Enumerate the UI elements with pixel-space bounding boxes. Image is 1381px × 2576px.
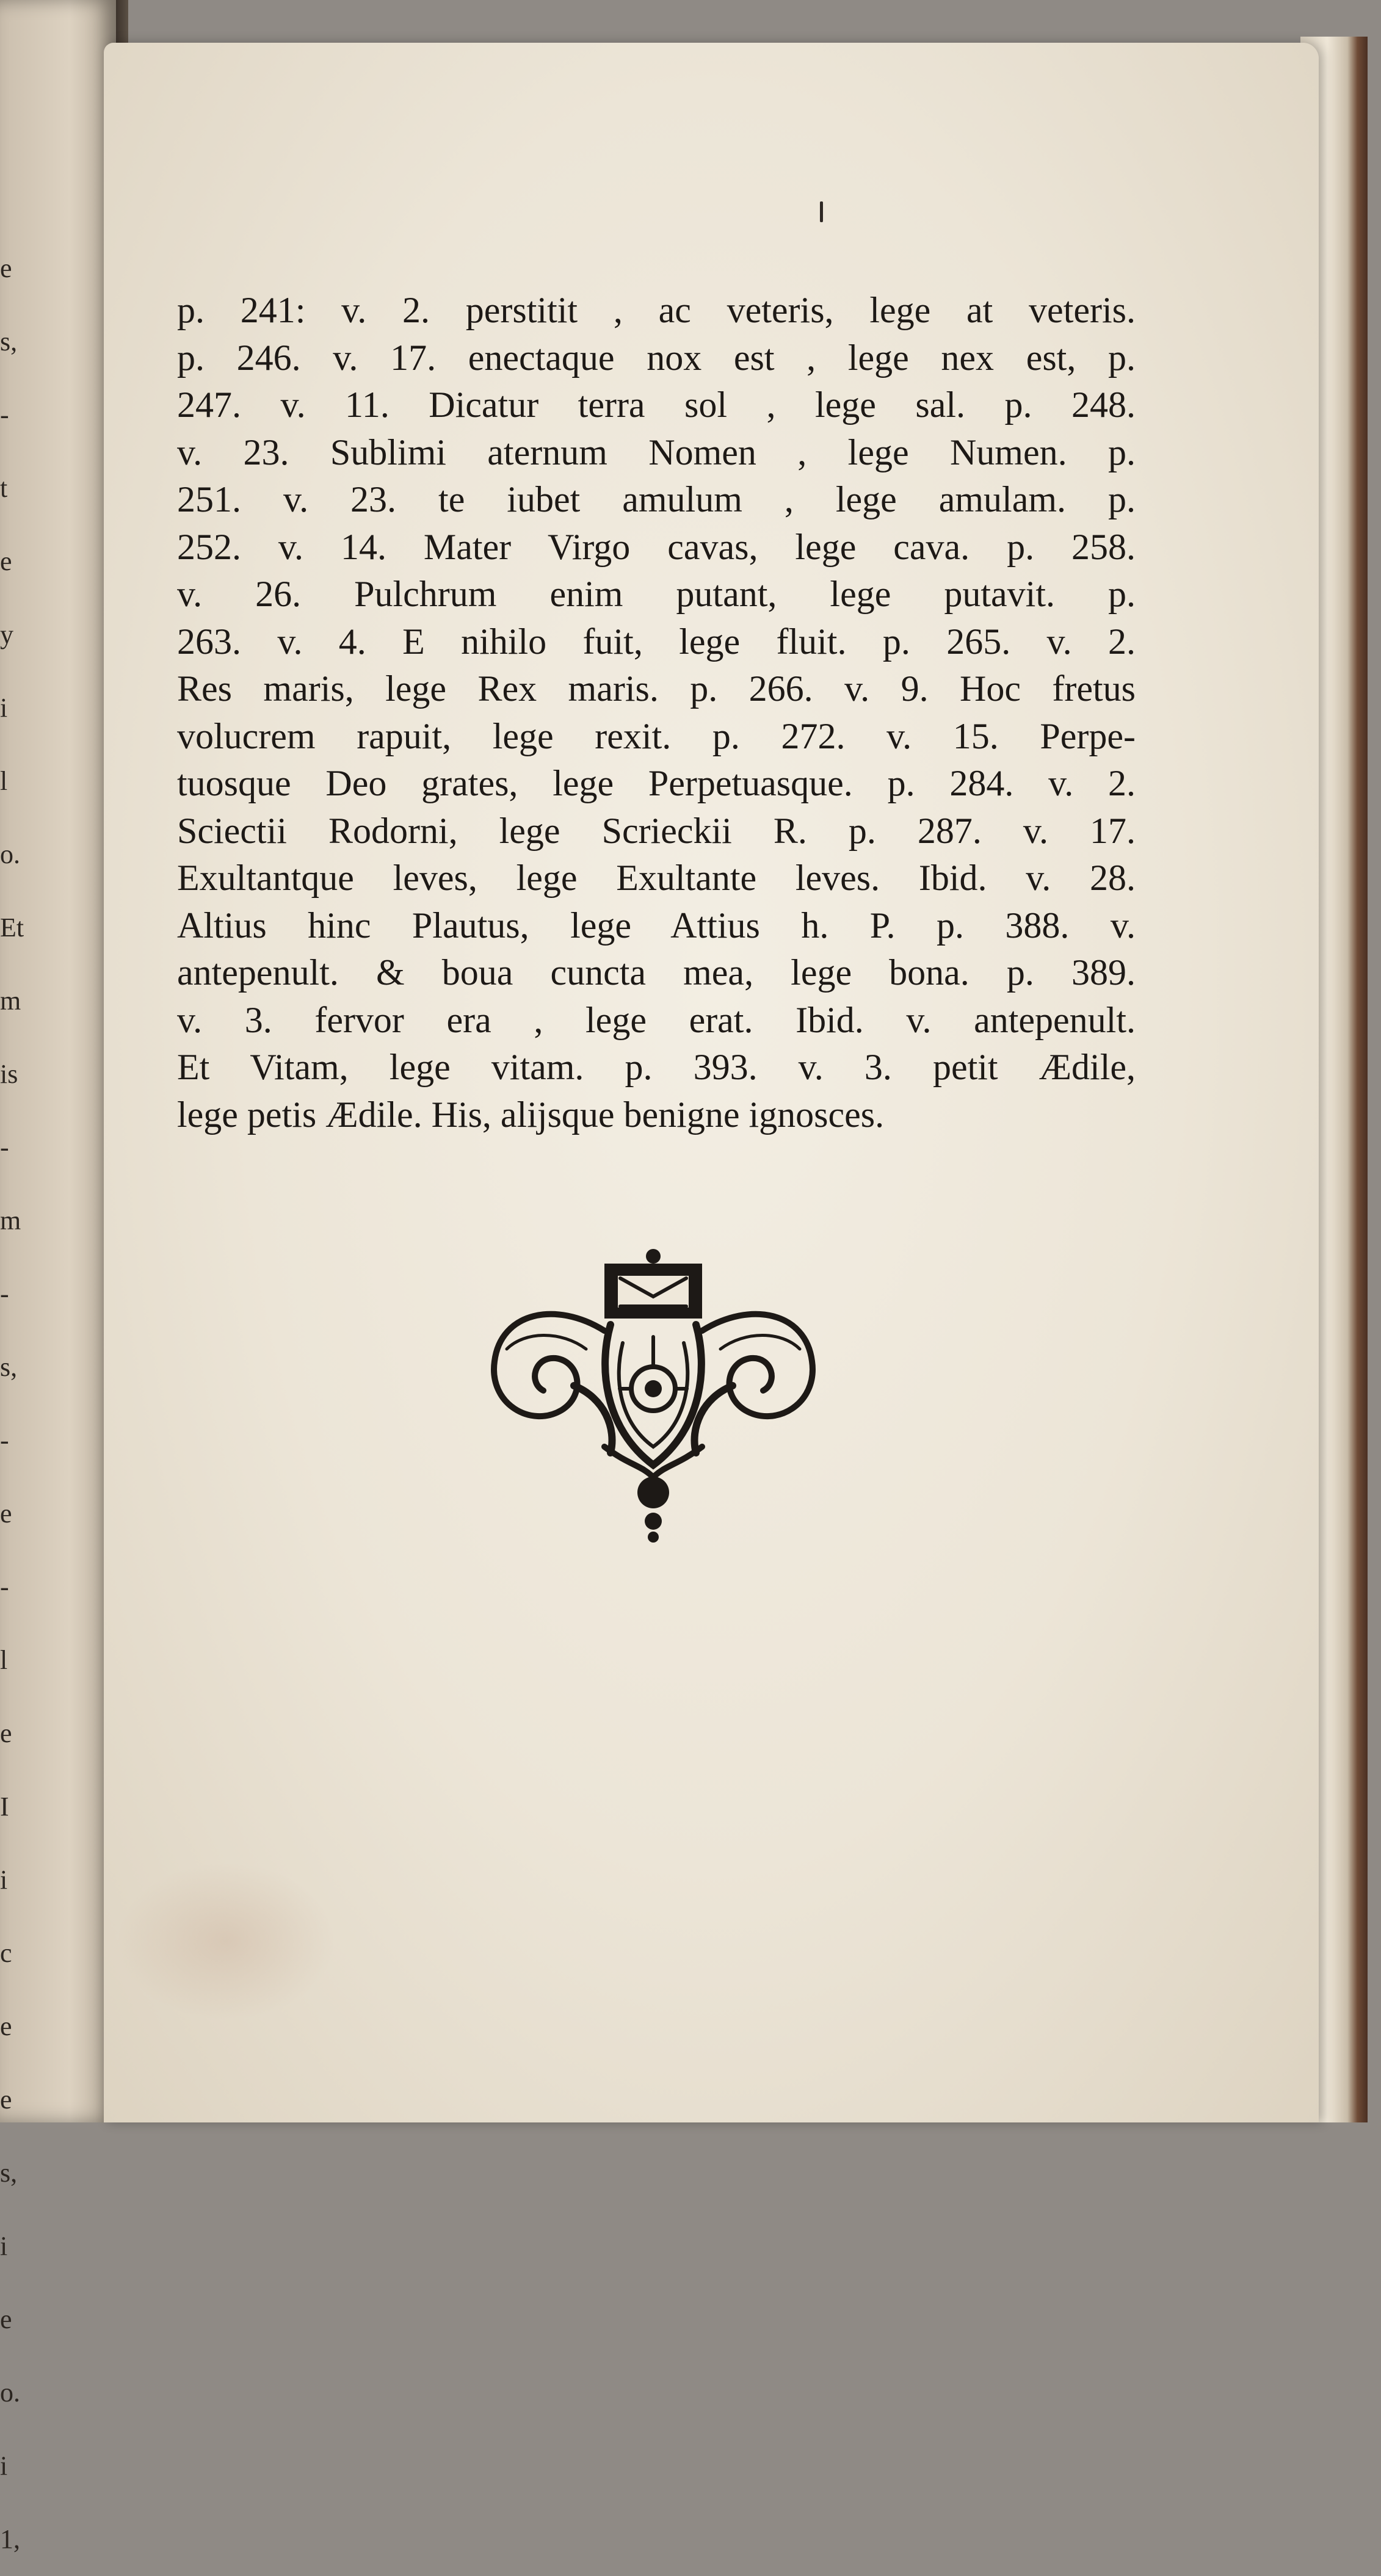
left-margin-text [0,232,24,2576]
signature-mark [820,201,823,222]
left-margin-glyph: e [0,1718,12,1748]
foxing-stain [116,1862,336,2021]
errata-line: 263. v. 4. E nihilo fuit, lege fluit. p. 265. v. 2. [177,621,1136,662]
left-margin-glyph: l [0,1645,8,1675]
left-margin-glyph: - [0,1279,9,1309]
errata-line: p. 241: v. 2. perstitit , ac veteris, lege at veteris. [177,290,1136,330]
errata-line: v. 23. Sublimi aternum Nomen , lege Numen. p. [177,432,1136,472]
left-margin-glyph: m [0,986,21,1016]
errata-line: v. 3. fervor era , lege erat. Ibid. v. antepenult. [177,999,1136,1040]
left-margin-glyph: i [0,1865,8,1895]
left-margin-glyph: i [0,693,8,723]
left-margin-glyph: I [0,1792,9,1822]
left-margin-glyph: e [0,546,12,576]
errata-line: Exultantque leves, lege Exultante leves. Ibid. v. 28. [177,858,1136,898]
left-margin-glyph: o. [0,2378,20,2408]
left-margin-glyph: s, [0,2158,18,2188]
left-margin-glyph: Et [0,913,24,942]
left-margin-glyph: - [0,400,9,430]
left-margin-glyph: s, [0,327,18,356]
left-margin-glyph: c [0,1938,12,1968]
left-page-edge [0,0,116,2554]
left-margin-glyph: i [0,2451,8,2481]
printers-ornament-icon [482,1245,824,1550]
errata-line: Et Vitam, lege vitam. p. 393. v. 3. petit Ædile, [177,1047,1136,1087]
left-margin-glyph: o. [0,839,20,869]
errata-line: 247. v. 11. Dicatur terra sol , lege sal. p. 248. [177,385,1136,425]
left-margin-glyph: e [0,2304,12,2334]
left-margin-glyph: e [0,2011,12,2041]
left-margin-glyph: e [0,2085,12,2115]
left-margin-glyph: m [0,1206,21,1236]
errata-line: volucrem rapuit, lege rexit. p. 272. v. 15. Perpe- [177,715,1136,756]
left-margin-glyph: y [0,620,13,649]
left-margin-glyph: - [0,1572,9,1602]
errata-line: p. 246. v. 17. enectaque nox est , lege nex est, p. [177,337,1136,378]
errata-text [177,287,1136,1138]
errata-line: Sciectii Rodorni, lege Scrieckii R. p. 287. v. 17. [177,810,1136,851]
left-margin-glyph: s, [0,1352,18,1382]
left-margin-glyph: t [0,473,8,503]
left-margin-glyph: - [0,1132,9,1162]
errata-line: lege petis Ædile. His, alijsque benigne ignosces. [177,1094,885,1135]
left-margin-glyph: - [0,1425,9,1455]
left-margin-glyph: l [0,766,8,796]
left-margin-glyph: e [0,1499,12,1529]
left-margin-glyph: is [0,1059,18,1089]
errata-line: 252. v. 14. Mater Virgo cavas, lege cava. p. 258. [177,526,1136,567]
errata-line: 251. v. 23. te iubet amulum , lege amulam. p. [177,479,1136,519]
errata-line: v. 26. Pulchrum enim putant, lege putavit. p. [177,574,1136,614]
errata-line: antepenult. & boua cuncta mea, lege bona. p. 389. [177,952,1136,993]
errata-line: tuosque Deo grates, lege Perpetuasque. p. 284. v. 2. [177,763,1136,803]
left-margin-glyph: e [0,253,12,283]
left-margin-glyph: 1, [0,2524,20,2554]
left-margin-glyph: i [0,2231,8,2261]
errata-line: Altius hinc Plautus, lege Attius h. P. p. 388. v. [177,905,1136,946]
errata-line: Res maris, lege Rex maris. p. 266. v. 9. Hoc fretus [177,668,1136,709]
